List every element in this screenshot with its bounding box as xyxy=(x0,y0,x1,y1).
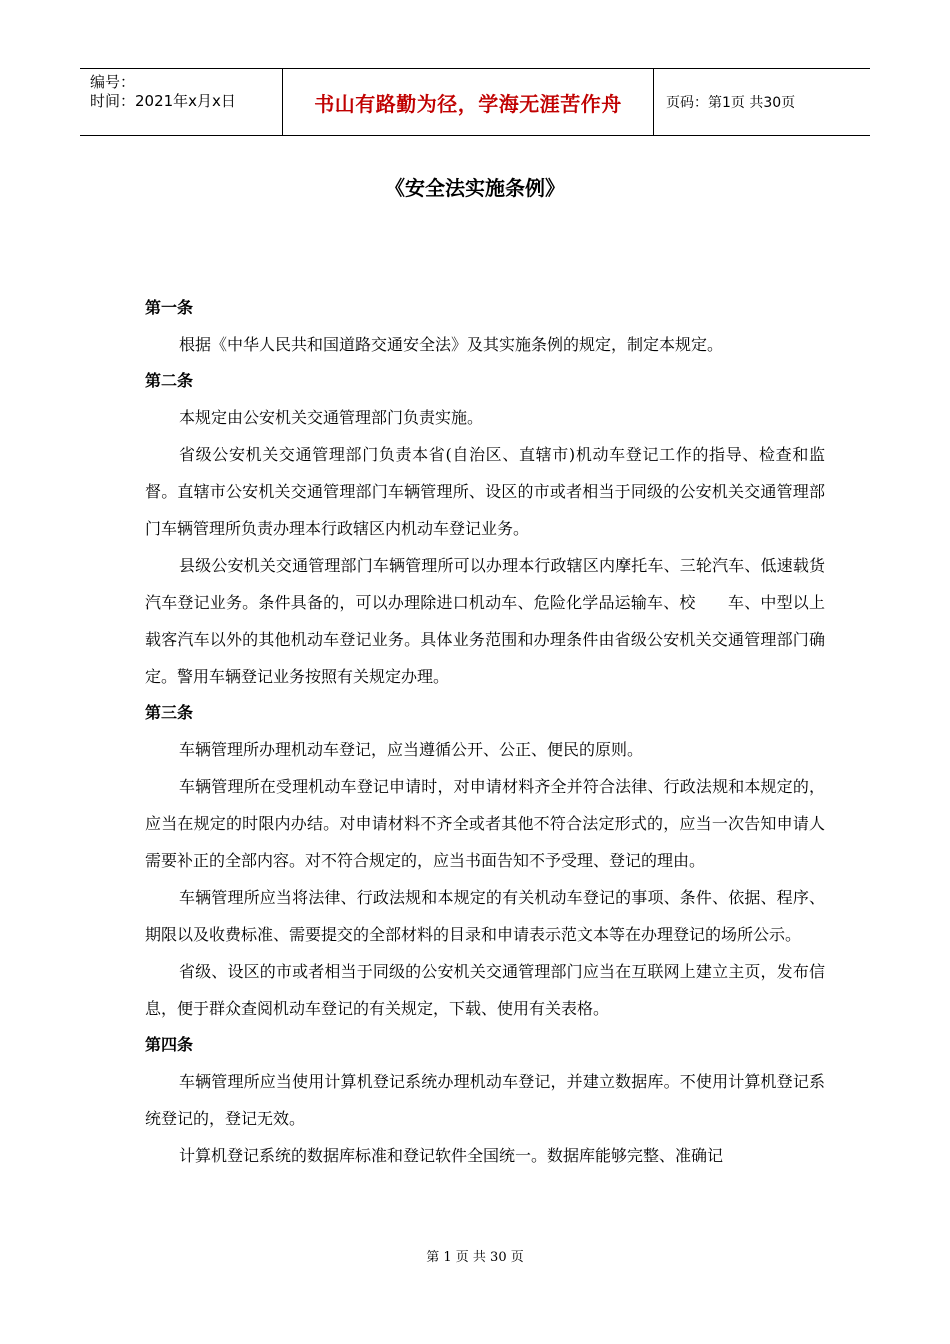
paragraph: 车辆管理所办理机动车登记，应当遵循公开、公正、便民的原则。 xyxy=(179,740,644,759)
paragraph: 车辆管理所应当将法律、行政法规和本规定的有关机动车登记的事项、条件、依据、程序、期限以及收费标准、需要提交的全部材料的目录和申请表示范文本等在办理登记的场所公示。 xyxy=(145,888,825,944)
page-footer: 第 1 页 共 30 页 xyxy=(426,1250,524,1265)
paragraph: 本规定由公安机关交通管理部门负责实施。 xyxy=(179,408,484,427)
header-table xyxy=(80,68,870,136)
article-heading: 第三条 xyxy=(145,703,194,722)
motto-text: 书山有路勤为径，学海无涯苦作舟 xyxy=(314,91,622,116)
paragraph: 省级公安机关交通管理部门负责本省(自治区、直辖市)机动车登记工作的指导、检查和监督。直辖市公安机关交通管理部门车辆管理所、设区的市或者相当于同级的公安机关交通管理部门车辆管理所负责办理本行政辖区内机动车登记业务。 xyxy=(145,445,825,538)
paragraph: 计算机登记系统的数据库标准和登记软件全国统一。数据库能够完整、准确记 xyxy=(179,1146,724,1165)
paragraph: 根据《中华人民共和国道路交通安全法》及其实施条例的规定，制定本规定。 xyxy=(179,335,724,354)
paragraph: 县级公安机关交通管理部门车辆管理所可以办理本行政辖区内摩托车、三轮汽车、低速载货汽车登记业务。条件具备的，可以办理除进口机动车、危险化学品运输车、校 车、中型以上载客汽车以外的其他机动车登记业务。具体业务范围和办理条件由省级公安机关交通管理部门确定。警用车辆登记业务按照有关规定办理。 xyxy=(145,556,825,686)
header-meta-cell xyxy=(80,69,282,135)
time-label: 时间：2021年x月x日 xyxy=(90,92,236,110)
header-page-cell xyxy=(654,69,870,135)
article-heading: 第一条 xyxy=(145,298,194,317)
number-label: 编号： xyxy=(90,73,136,91)
page-info: 页码：第1页 共30页 xyxy=(666,95,796,111)
paragraph: 车辆管理所应当使用计算机登记系统办理机动车登记，并建立数据库。不使用计算机登记系统登记的，登记无效。 xyxy=(145,1072,825,1128)
header-motto-cell xyxy=(282,69,654,135)
article-heading: 第四条 xyxy=(145,1035,194,1054)
paragraph: 车辆管理所在受理机动车登记申请时，对申请材料齐全并符合法律、行政法规和本规定的，应当在规定的时限内办结。对申请材料不齐全或者其他不符合法定形式的，应当一次告知申请人需要补正的全部内容。对不符合规定的，应当书面告知不予受理、登记的理由。 xyxy=(145,777,825,870)
document-body xyxy=(145,290,825,1174)
paragraph: 省级、设区的市或者相当于同级的公安机关交通管理部门应当在互联网上建立主页，发布信息，便于群众查阅机动车登记的有关规定，下载、使用有关表格。 xyxy=(145,962,825,1018)
document-title: 《安全法实施条例》 xyxy=(385,176,565,200)
article-heading: 第二条 xyxy=(145,371,194,390)
